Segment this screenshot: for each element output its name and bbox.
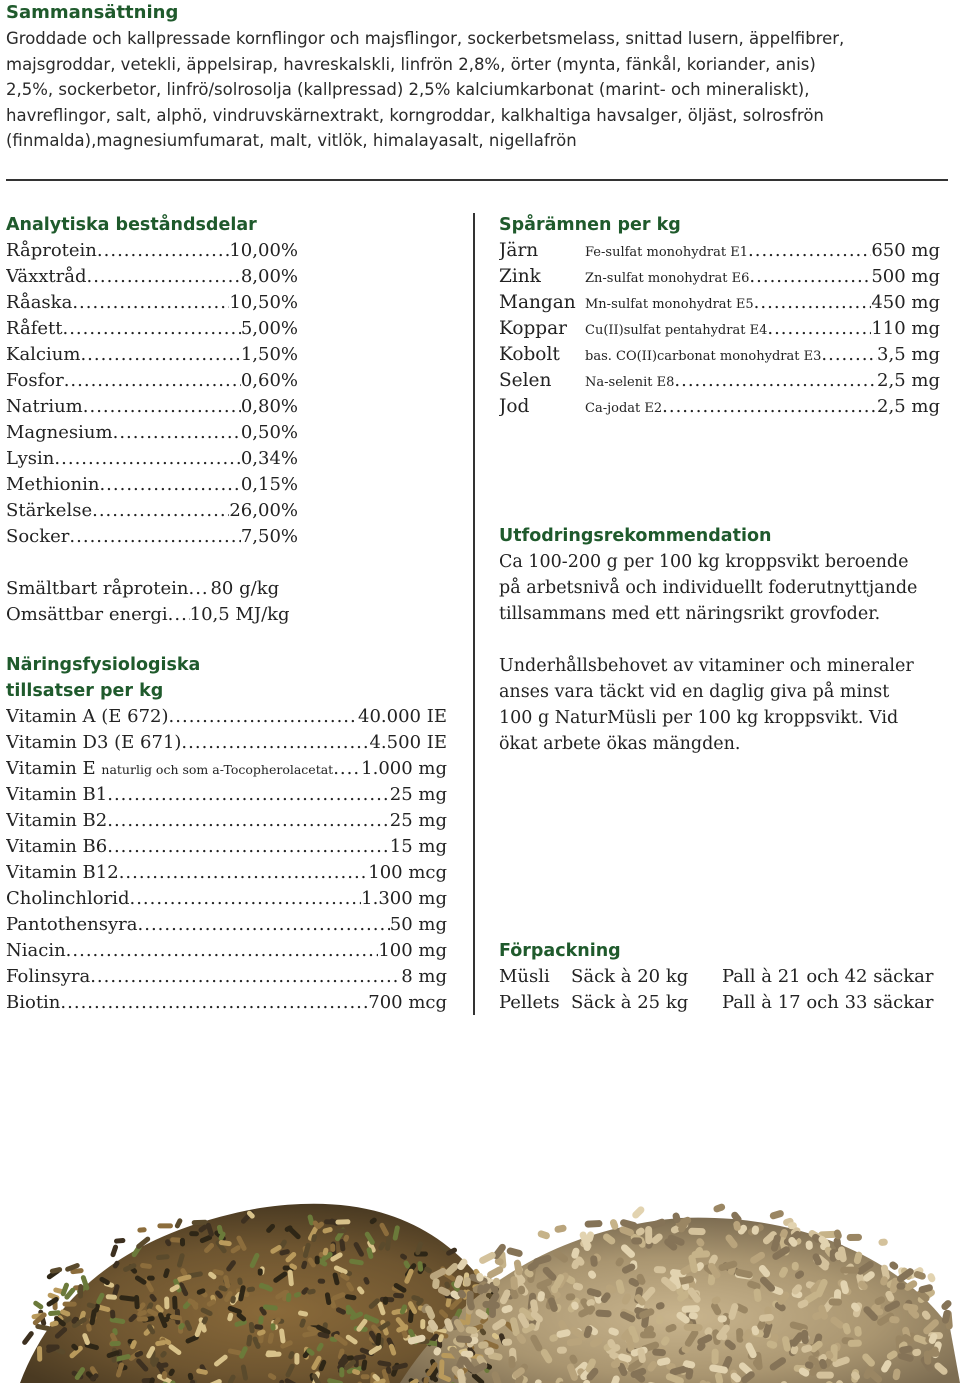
analytical-row	[6, 238, 298, 264]
texture-bit	[420, 1319, 425, 1329]
texture-bit	[833, 1229, 843, 1241]
texture-bit	[792, 1262, 799, 1271]
leader-dots	[748, 238, 871, 264]
pack-product: Pellets	[499, 992, 560, 1013]
texture-bit	[566, 1293, 576, 1300]
trace-value: 500 mg	[871, 266, 940, 287]
leader-dots	[97, 238, 229, 264]
maintenance-line: 100 g NaturMüsli per 100 kg kroppsvikt. Vid	[499, 708, 899, 728]
texture-bit	[464, 1277, 471, 1287]
pack-sack: Säck à 25 kg	[571, 992, 689, 1013]
texture-bit	[114, 1238, 126, 1244]
row-label: Vitamin B2	[6, 810, 108, 831]
texture-bit	[486, 1265, 505, 1279]
analytical-row	[6, 264, 298, 290]
texture-bit	[816, 1372, 834, 1379]
texture-bit	[828, 1298, 842, 1305]
row-value: 5,00%	[240, 318, 298, 339]
texture-bit	[940, 1299, 953, 1312]
leader-dots	[92, 498, 229, 524]
texture-bit	[110, 1244, 119, 1258]
row-label: Vitamin B1	[6, 784, 108, 805]
leader-dots	[169, 704, 359, 730]
trace-element: Kobolt	[499, 344, 560, 365]
texture-bit	[137, 1227, 147, 1233]
row-value: 8,00%	[240, 266, 298, 287]
packaging-title: Förpackning	[499, 941, 621, 961]
texture-bit	[584, 1220, 602, 1228]
texture-bit	[896, 1283, 905, 1290]
analytical-row	[6, 420, 298, 446]
leader-dots	[674, 368, 877, 394]
analytical-row	[6, 316, 298, 342]
analytical-row	[6, 524, 298, 550]
row-label: Magnesium	[6, 422, 113, 443]
ingredients-line: 2,5%, sockerbetor, linfrö/solrosolja (kallpressad) 2,5% kalciumkarbonat (marint- och mineraliskt),	[6, 80, 810, 100]
ingredients-line: majsgroddar, vetekli, äppelsirap, havreskalskli, linfrön 2,8%, örter (mynta, fänkål, koriander, anis)	[6, 54, 816, 74]
row-value: 15 mg	[389, 836, 447, 857]
row-label: Vitamin B12	[6, 862, 119, 883]
texture-bit	[711, 1349, 718, 1365]
trace-form: Na-selenit E8	[585, 375, 675, 390]
trace-row	[499, 264, 940, 290]
row-value: 1,50%	[240, 344, 298, 365]
leader-dots	[72, 290, 229, 316]
trace-value: 650 mg	[871, 240, 940, 261]
texture-bit	[32, 1300, 44, 1311]
texture-bit	[266, 1350, 277, 1356]
additive-row	[6, 756, 447, 782]
row-value: 8 mg	[401, 966, 447, 987]
product-photo	[0, 1088, 960, 1383]
row-label: Smältbart råprotein	[6, 578, 189, 599]
row-label: Fosfor	[6, 370, 64, 391]
analytical-section	[6, 212, 298, 628]
leader-dots	[80, 342, 240, 368]
trace-form: Fe-sulfat monohydrat E1	[585, 245, 748, 260]
feeding-section	[499, 523, 949, 757]
additive-row	[6, 860, 447, 886]
texture-bit	[164, 1296, 169, 1309]
feeding-line: tillsammans med ett näringsrikt grovfoder.	[499, 604, 881, 624]
packaging-section	[499, 938, 949, 1016]
row-value: 0,34%	[240, 448, 298, 469]
additive-row	[6, 834, 447, 860]
texture-bit	[595, 1309, 612, 1317]
texture-bit	[645, 1226, 652, 1244]
texture-bit	[554, 1224, 567, 1233]
texture-bit	[46, 1345, 60, 1350]
texture-bit	[557, 1346, 567, 1354]
texture-bit	[189, 1231, 199, 1236]
texture-bit	[502, 1338, 512, 1345]
row-value: 100 mcg	[368, 862, 447, 883]
trace-element: Selen	[499, 370, 552, 391]
row-value: 0,50%	[240, 422, 298, 443]
ingredients-text	[6, 26, 952, 154]
trace-element: Järn	[499, 240, 539, 261]
trace-form: Zn-sulfat monohydrat E6	[585, 271, 750, 286]
texture-bit	[684, 1324, 703, 1332]
row-label: Methionin	[6, 474, 100, 495]
trace-element: Zink	[499, 266, 541, 287]
additive-row	[6, 886, 447, 912]
pack-pallet: Pall à 17 och 33 säckar	[722, 992, 934, 1013]
texture-bit	[172, 1296, 178, 1310]
texture-bit	[361, 1374, 370, 1379]
texture-bit	[335, 1228, 347, 1233]
trace-value: 450 mg	[871, 292, 940, 313]
row-value: 4.500 IE	[369, 732, 447, 753]
analytical-title: Analytiska beståndsdelar	[6, 215, 257, 235]
texture-bit	[192, 1220, 208, 1226]
leader-dots	[821, 342, 877, 368]
trace-row	[499, 368, 940, 394]
row-label: Folinsyra	[6, 966, 91, 987]
texture-bit	[652, 1348, 666, 1356]
additive-row	[6, 964, 447, 990]
row-label: Växxtråd	[6, 266, 87, 287]
row-value: 0,80%	[240, 396, 298, 417]
texture-bit	[78, 1284, 84, 1299]
row-value: 25 mg	[389, 810, 447, 831]
texture-bit	[508, 1356, 515, 1369]
maintenance-line: Underhållsbehovet av vitaminer och mineraler	[499, 656, 914, 676]
leader-dots	[107, 808, 390, 834]
maintenance-line: anses vara täckt vid en daglig giva på minst	[499, 682, 890, 702]
leader-dots	[749, 264, 871, 290]
analytical-row	[6, 290, 298, 316]
additives-section	[6, 652, 447, 1016]
row-value: 700 mcg	[368, 992, 447, 1013]
additive-row	[6, 990, 447, 1016]
row-value: 10,50%	[229, 292, 298, 313]
leader-dots	[54, 446, 240, 472]
leader-dots	[754, 290, 872, 316]
row-label: Vitamin A (E 672)	[6, 706, 169, 727]
row-value: 0,60%	[240, 370, 298, 391]
texture-bit	[21, 1330, 35, 1346]
feeding-title: Utfodringsrekommendation	[499, 526, 772, 546]
leader-dots	[129, 886, 361, 912]
texture-bit	[174, 1217, 183, 1229]
trace-row	[499, 316, 940, 342]
texture-bit	[147, 1276, 155, 1281]
row-label: Pantothensyra	[6, 914, 138, 935]
row-label: Råprotein	[6, 240, 97, 261]
trace-title: Spårämnen per kg	[499, 215, 681, 235]
row-value: 40.000 IE	[358, 706, 447, 727]
leader-dots	[90, 964, 401, 990]
feeding-line: på arbetsnivå och individuellt foderutnyttjande	[499, 578, 918, 598]
texture-bit	[631, 1237, 642, 1244]
analytical-row	[6, 342, 298, 368]
texture-bit	[888, 1260, 900, 1271]
row-value: 80 g/kg	[210, 578, 280, 599]
row-label: Socker	[6, 526, 70, 547]
row-value: 50 mg	[389, 914, 447, 935]
leader-dots	[99, 472, 240, 498]
leader-dots	[119, 860, 369, 886]
row-value: 1.000 mg	[361, 758, 447, 779]
composition-title: Sammansättning	[6, 2, 179, 23]
trace-form: Ca-jodat E2	[585, 401, 663, 416]
leader-dots	[138, 912, 390, 938]
row-label: Biotin	[6, 992, 61, 1013]
additive-row	[6, 808, 447, 834]
section-divider	[6, 179, 948, 181]
row-label: Kalcium	[6, 344, 81, 365]
leader-dots	[60, 990, 368, 1016]
row-label: Stärkelse	[6, 500, 93, 521]
additive-row	[6, 912, 447, 938]
row-label: Råfett	[6, 318, 63, 339]
analytical-row	[6, 446, 298, 472]
leader-dots	[181, 730, 369, 756]
texture-bit	[691, 1250, 710, 1258]
leader-dots	[333, 756, 361, 782]
leader-dots	[66, 938, 379, 964]
row-label: Vitamin B6	[6, 836, 108, 857]
texture-bit	[339, 1367, 344, 1377]
row-label: Omsättbar energi	[6, 604, 168, 625]
texture-bit	[63, 1302, 77, 1307]
additives-list	[6, 704, 447, 1016]
ingredients-line: (finmalda),magnesiumfumarat, malt, vitlök, himalayasalt, nigellafrön	[6, 131, 577, 151]
trace-row	[499, 394, 940, 420]
row-label: Lysin	[6, 448, 55, 469]
additives-title: Näringsfysiologiska	[6, 655, 201, 675]
texture-bit	[170, 1237, 182, 1243]
texture-bit	[110, 1341, 121, 1347]
analytical-list	[6, 238, 298, 550]
texture-bit	[924, 1350, 932, 1365]
texture-bit	[654, 1266, 667, 1274]
leader-dots	[83, 394, 241, 420]
analytical-row	[6, 368, 298, 394]
trace-value: 3,5 mg	[877, 344, 940, 365]
texture-bit	[840, 1267, 859, 1274]
ingredients-line: Groddade och kallpressade kornflingor och majsflingor, sockerbetsmelass, snittad lusern, äppelfibrer,	[6, 29, 845, 48]
texture-bit	[537, 1229, 551, 1240]
leader-dots	[113, 420, 241, 446]
row-value: 10,00%	[229, 240, 298, 261]
row-value: 0,15%	[240, 474, 298, 495]
trace-row	[499, 238, 940, 264]
trace-element: Koppar	[499, 318, 568, 339]
analytical-row	[6, 472, 298, 498]
ingredients-line: havreflingor, salt, alphö, vindruvskärnextrakt, korngroddar, kalkhaltiga havsalger, öljäst, solrosfrön	[6, 105, 824, 125]
texture-bit	[258, 1268, 263, 1275]
additive-row	[6, 782, 447, 808]
row-label: Vitamin E naturlig och som a-Tocopherolacetat	[6, 758, 334, 779]
additives-title-2: tillsatser per kg	[6, 681, 164, 701]
trace-element: Jod	[499, 396, 530, 417]
trace-form: Cu(II)sulfat pentahydrat E4	[585, 323, 768, 338]
row-value: 10,5 MJ/kg	[189, 604, 290, 625]
additive-row	[6, 938, 447, 964]
texture-bit	[37, 1346, 42, 1362]
additive-row	[6, 730, 447, 756]
texture-bit	[478, 1251, 497, 1265]
trace-section	[499, 212, 940, 420]
leader-dots	[69, 524, 240, 550]
texture-bit	[106, 1294, 118, 1300]
feeding-line: Ca 100-200 g per 100 kg kroppsvikt beroende	[499, 552, 909, 572]
analytical-row	[6, 394, 298, 420]
leader-dots	[107, 834, 390, 860]
packaging-row	[499, 990, 949, 1016]
texture-bit	[712, 1203, 726, 1214]
texture-bit	[769, 1209, 785, 1220]
texture-bit	[335, 1219, 350, 1225]
trace-value: 2,5 mg	[877, 370, 940, 391]
digestible-protein-row	[6, 576, 298, 602]
leader-dots	[62, 316, 240, 342]
row-value: 100 mg	[378, 940, 447, 961]
row-value: 7,50%	[240, 526, 298, 547]
pack-pallet: Pall à 21 och 42 säckar	[722, 966, 934, 987]
pack-sack: Säck à 20 kg	[571, 966, 689, 987]
maintenance-line: ökat arbete ökas mängden.	[499, 734, 741, 754]
texture-bit	[383, 1296, 389, 1305]
texture-bit	[506, 1247, 523, 1258]
row-label: Natrium	[6, 396, 83, 417]
texture-bit	[926, 1272, 936, 1283]
leader-dots	[767, 316, 871, 342]
energy-row	[6, 602, 298, 628]
texture-bit	[315, 1256, 320, 1265]
row-note: naturlig och som a-Tocopherolacetat	[101, 762, 334, 777]
row-value: 26,00%	[229, 500, 298, 521]
texture-bit	[848, 1340, 862, 1347]
texture-bit	[318, 1278, 326, 1283]
row-value: 1.300 mg	[361, 888, 447, 909]
trace-form: Mn-sulfat monohydrat E5	[585, 297, 754, 312]
trace-value: 2,5 mg	[877, 396, 940, 417]
row-label: Råaska	[6, 292, 73, 313]
texture-bit	[180, 1238, 185, 1247]
texture-bit	[330, 1243, 335, 1252]
texture-bit	[157, 1223, 173, 1228]
column-divider	[473, 213, 475, 1015]
packaging-row	[499, 964, 949, 990]
trace-element: Mangan	[499, 292, 576, 313]
trace-value: 110 mg	[871, 318, 940, 339]
additive-row	[6, 704, 447, 730]
trace-row	[499, 342, 940, 368]
row-value: 25 mg	[389, 784, 447, 805]
leader-dots	[64, 368, 241, 394]
texture-bit	[631, 1205, 646, 1220]
texture-bit	[162, 1371, 168, 1380]
row-label: Niacin	[6, 940, 66, 961]
leader-dots	[662, 394, 877, 420]
analytical-row	[6, 498, 298, 524]
texture-bit	[134, 1295, 140, 1310]
texture-bit	[294, 1353, 299, 1365]
texture-bit	[847, 1234, 862, 1241]
row-label: Cholinchlorid	[6, 888, 130, 909]
texture-bit	[878, 1238, 888, 1246]
leader-dots	[86, 264, 240, 290]
texture-bit	[688, 1228, 706, 1236]
trace-list	[499, 238, 940, 420]
texture-bit	[456, 1335, 473, 1343]
texture-bit	[136, 1316, 148, 1321]
trace-row	[499, 290, 940, 316]
row-label: Vitamin D3 (E 671)	[6, 732, 182, 753]
leader-dots	[107, 782, 390, 808]
pack-product: Müsli	[499, 966, 550, 987]
trace-form: bas. CO(II)carbonat monohydrat E3	[585, 349, 822, 364]
texture-bit	[736, 1328, 744, 1343]
texture-bit	[681, 1305, 700, 1313]
